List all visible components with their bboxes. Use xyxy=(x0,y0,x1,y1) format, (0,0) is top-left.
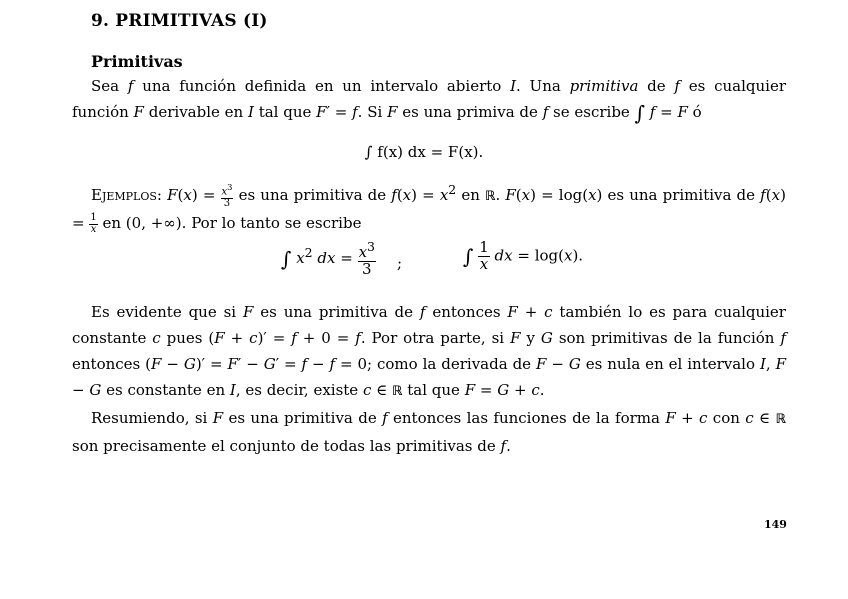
integral-x-squared: ∫ $x^2$ dx = $\frac{x^3}{3}$ xyxy=(281,239,375,278)
section-title: Primitivas xyxy=(91,52,183,71)
examples-label: Ejemplos: xyxy=(91,186,162,204)
term-primitiva: primitiva xyxy=(569,77,639,95)
separator: ; xyxy=(397,254,403,272)
integral-one-over-x: ∫ $\frac{1}{x}$ dx = log(x). xyxy=(463,238,584,273)
main-equation: ∫ f(x) dx = F(x). xyxy=(364,143,484,161)
chapter-title: 9. PRIMITIVAS (I) xyxy=(91,11,268,31)
summary-paragraph: Resumiendo, si F es una primitiva de f entonces las funciones de la forma F + c con c ∈ ℝ son precisamente el conjunto de todas las primitivas de f. xyxy=(72,409,786,455)
page-number: 149 xyxy=(764,518,787,531)
definition-paragraph: Sea f una función definida en un intervalo abierto I. Una primitiva de f es cualquier función F derivable en I tal que F′ = f. Si F es una primiva de f se escribe ∫ f = F ó xyxy=(72,77,786,125)
example-equations xyxy=(0,240,848,286)
examples-paragraph: Ejemplos: F(x) = $\frac{x^3}{3}$ es una primitiva de $f(x) = x^2$ en ℝ. F(x) = log(x) es una primitiva de f(x) = $\frac{1}{x}$ en (0, +∞). Por lo tanto se escribe xyxy=(72,181,786,235)
constant-paragraph: Es evidente que si F es una primitiva de f entonces F + c también lo es para cualquier constante c pues (F + c)′ = f + 0 = f. Por otra parte, si F y G son primitivas de la función f entonces (F − G)′ = F′ − G′ = f − f = 0; como la derivada de F − G es nula en el intervalo I, F − G es constante en I, es decir, existe c ∈ ℝ tal que F = G + c. xyxy=(72,303,786,399)
